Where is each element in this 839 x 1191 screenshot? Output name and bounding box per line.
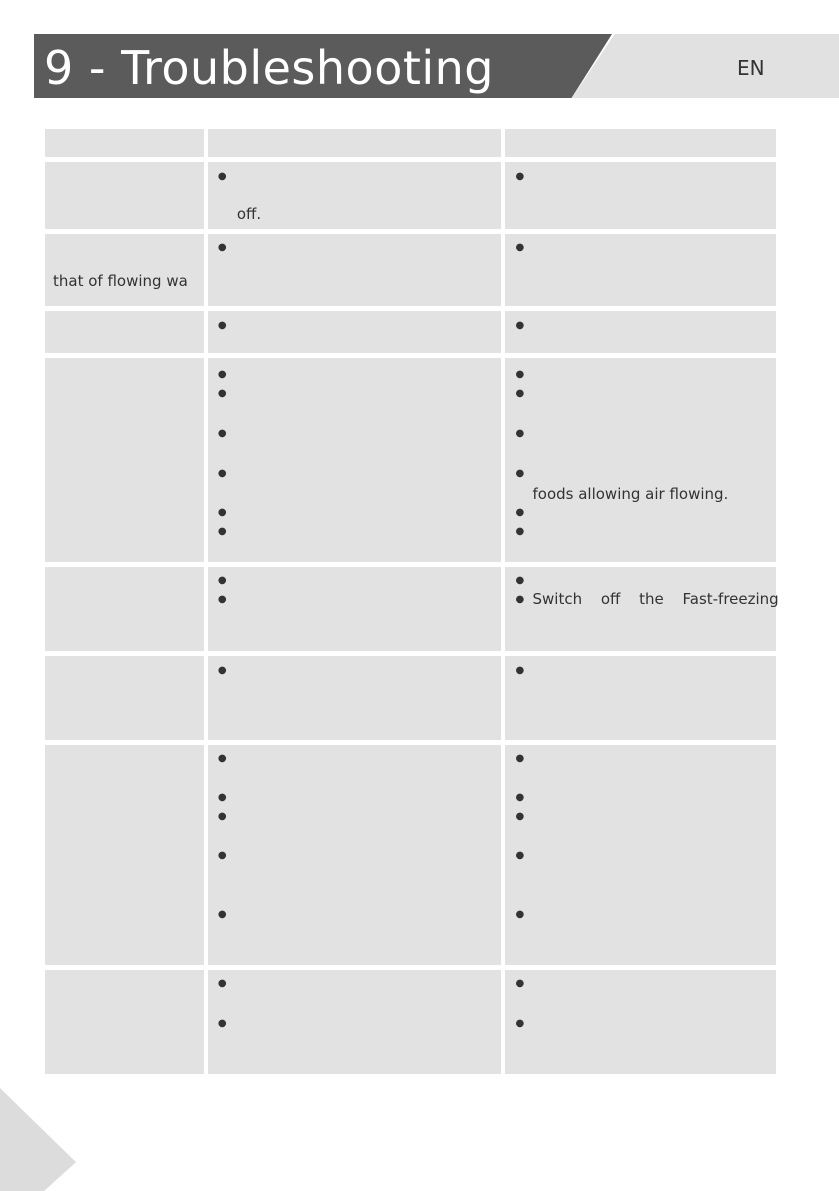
solution-cell: [505, 745, 776, 965]
bullet-icon: ●: [515, 811, 525, 822]
bullet-icon: ●: [217, 978, 227, 989]
bullet-icon: ●: [217, 753, 227, 764]
table-header-row: [45, 129, 776, 157]
bullet-icon: ●: [515, 242, 525, 253]
bullet-icon: ●: [515, 665, 525, 676]
cause-cell: [208, 970, 502, 1074]
solution-cell: [505, 162, 776, 229]
cause-cell: [208, 162, 502, 229]
bullet-icon: ●: [515, 978, 525, 989]
problem-cell: [45, 567, 204, 651]
problem-cell: [45, 745, 204, 965]
cause-cell: [208, 358, 502, 562]
header-cause: [208, 129, 502, 157]
problem-cell: [45, 970, 204, 1074]
bullet-icon: ●: [217, 507, 227, 518]
bullet-icon: ●: [217, 171, 227, 182]
bullet-icon: ●: [515, 171, 525, 182]
problem-cell: [45, 234, 204, 306]
bullet-icon: ●: [515, 594, 525, 605]
solution-text: Switch off the Fast-freezing: [532, 590, 779, 608]
page-corner-decoration: [0, 1088, 76, 1191]
bullet-icon: ●: [217, 792, 227, 803]
language-tab: [572, 34, 839, 98]
cause-cell: [208, 311, 502, 353]
bullet-icon: ●: [515, 507, 525, 518]
bullet-icon: ●: [217, 468, 227, 479]
cause-text: off.: [236, 205, 262, 223]
table-row: [45, 311, 776, 353]
problem-cell: [45, 358, 204, 562]
solution-cell: [505, 656, 776, 740]
bullet-icon: ●: [515, 320, 525, 331]
bullet-icon: ●: [217, 526, 227, 537]
table-row: [45, 656, 776, 740]
bullet-icon: ●: [217, 1018, 227, 1029]
bullet-icon: ●: [217, 369, 227, 380]
bullet-icon: ●: [515, 909, 525, 920]
solution-cell: [505, 234, 776, 306]
bullet-icon: ●: [217, 665, 227, 676]
table-row: [45, 234, 776, 306]
bullet-icon: ●: [217, 575, 227, 586]
bullet-icon: ●: [515, 428, 525, 439]
page-title: 9 - Troubleshooting: [44, 41, 495, 95]
bullet-icon: ●: [515, 753, 525, 764]
bullet-icon: ●: [217, 909, 227, 920]
troubleshooting-table: [41, 124, 780, 1079]
solution-text: foods allowing air flowing.: [532, 485, 729, 503]
solution-cell: [505, 567, 779, 651]
table-row: [45, 358, 776, 562]
bullet-icon: ●: [217, 850, 227, 861]
bullet-icon: ●: [217, 242, 227, 253]
language-label: EN: [737, 56, 765, 80]
bullet-icon: ●: [217, 428, 227, 439]
cause-cell: [208, 656, 502, 740]
bullet-icon: ●: [515, 388, 525, 399]
solution-cell: [505, 970, 776, 1074]
table-row: [45, 162, 776, 229]
header-problem: [45, 129, 204, 157]
bullet-icon: ●: [515, 526, 525, 537]
bullet-icon: ●: [217, 594, 227, 605]
cause-cell: [208, 567, 502, 651]
problem-cell: [45, 162, 204, 229]
table-row: [45, 745, 776, 965]
bullet-icon: ●: [217, 811, 227, 822]
bullet-icon: ●: [515, 468, 525, 479]
cause-cell: [208, 234, 502, 306]
bullet-icon: ●: [515, 792, 525, 803]
bullet-icon: ●: [515, 575, 525, 586]
cause-cell: [208, 745, 502, 965]
solution-cell: [505, 358, 776, 562]
table-row: [45, 567, 776, 651]
bullet-icon: ●: [217, 320, 227, 331]
bullet-icon: ●: [515, 850, 525, 861]
bullet-icon: ●: [217, 388, 227, 399]
header-solution: [505, 129, 776, 157]
problem-cell: [45, 311, 204, 353]
solution-cell: [505, 311, 776, 353]
problem-cell: [45, 656, 204, 740]
problem-text: that of flowing wa: [53, 272, 188, 290]
table-row: [45, 970, 776, 1074]
bullet-icon: ●: [515, 369, 525, 380]
bullet-icon: ●: [515, 1018, 525, 1029]
